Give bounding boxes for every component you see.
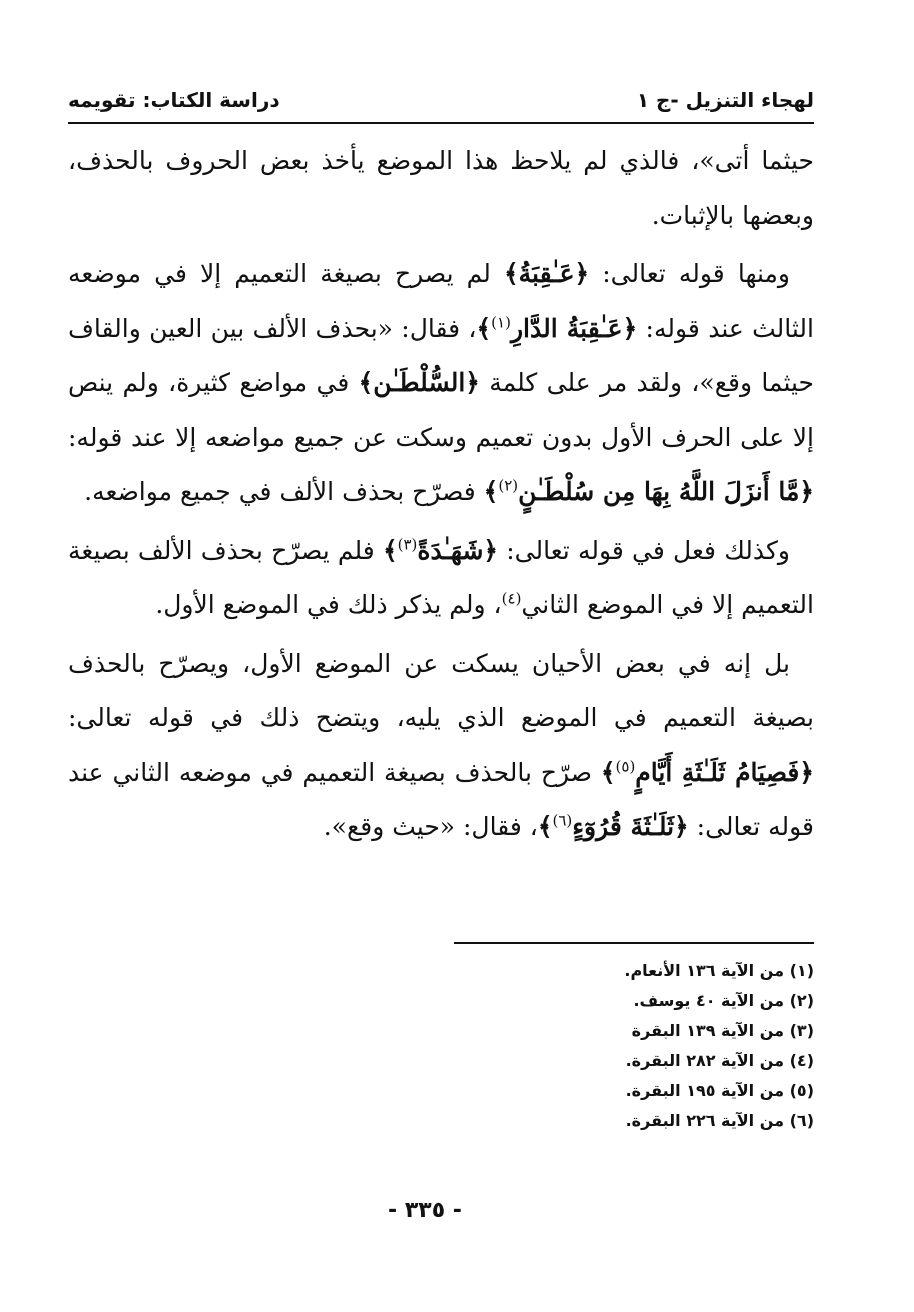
footnote-6: (٦) من الآية ٢٢٦ البقرة. — [625, 1111, 814, 1130]
text-run: ، فقال: «بحذف الألف بين العين والقاف حيثما وقع»، ولقد مر على كلمة — [68, 313, 814, 397]
page-number: - ٣٣٥ - — [388, 1198, 462, 1223]
quran-quote: ﴾ — [382, 535, 398, 565]
footnote-ref: (٦) — [552, 811, 573, 830]
text-run: فلم يصرّح بحذف الألف بصيغة التعميم إلا في الموضع الثاني — [68, 535, 814, 619]
footnotes — [300, 956, 814, 1136]
quran-quote: ﴿فَصِيَامُ ثَلَـٰثَةِ أَيَّامٍ — [635, 757, 814, 787]
quran-quote: ﴿ثَلَـٰثَةَ قُرُوٓءٍ — [572, 812, 689, 841]
footnote-ref: (١) — [491, 313, 511, 332]
running-header — [68, 72, 814, 112]
main-text — [68, 134, 814, 859]
text-run: لم يصرح بصيغة التعميم إلا في موضعه الثالث عند قوله: — [68, 259, 814, 343]
quran-quote: ﴿السُّلْطَـٰن﴾ — [358, 368, 480, 397]
footnote-ref: (٤) — [501, 589, 522, 608]
text-run: ومنها قوله تعالى: — [589, 259, 791, 288]
header-rule — [68, 122, 814, 124]
footnote-4: (٤) من الآية ٢٨٢ البقرة. — [625, 1051, 814, 1070]
footnote-3: (٣) من الآية ١٣٩ البقرة — [631, 1021, 814, 1040]
text-run: ، ولم يذكر ذلك في الموضع الأول. — [155, 590, 502, 619]
footnote-2: (٢) من الآية ٤٠ يوسف. — [633, 991, 814, 1010]
quran-quote: ﴿شَهَـٰدَةً — [417, 535, 499, 565]
quran-quote: ﴾ — [483, 477, 499, 506]
footnote-1: (١) من الآية ١٣٦ الأنعام. — [624, 961, 814, 980]
footnote-separator — [454, 942, 814, 944]
quran-quote: ﴿عَـٰقِبَةُ الدَّارِ — [510, 313, 638, 343]
quran-quote: ﴿مَّا أَنزَلَ اللَّهُ بِهَا مِن سُلْطَـٰنٍ — [518, 477, 814, 506]
paragraph — [68, 134, 814, 243]
text-run: في مواضع كثيرة، ولم ينص إلا على الحرف الأول بدون تعميم وسكت عن جميع مواضعه إلا عند قوله: — [68, 368, 814, 452]
text-run: صرّح بالحذف بصيغة التعميم في موضعه الثاني عند قوله تعالى: — [68, 757, 814, 841]
quran-quote: ﴾ — [476, 313, 492, 343]
footnote-ref: (٥) — [615, 757, 636, 776]
text-run: فصرّح بحذف الألف في جميع مواضعه. — [84, 477, 484, 506]
paragraph — [68, 524, 814, 633]
header-section-title: دراسة الكتاب: تقويمه — [68, 88, 280, 112]
footnote-ref: (٣) — [397, 535, 418, 554]
text-run: حيثما أتى»، فالذي لم يلاحظ هذا الموضع يأخذ بعض الحروف بالحذف، وبعضها بالإثبات. — [68, 146, 814, 230]
paragraph — [68, 637, 814, 855]
paragraph — [68, 247, 814, 520]
footnote-5: (٥) من الآية ١٩٥ البقرة. — [625, 1081, 814, 1100]
quran-quote: ﴾ — [537, 812, 553, 841]
quran-quote: ﴿عَـٰقِبَةُ﴾ — [504, 259, 590, 288]
footnote-ref: (٢) — [498, 476, 519, 495]
header-book-title: لهجاء التنزيل -ج ١ — [636, 88, 814, 112]
text-run: ، فقال: «حيث وقع». — [323, 812, 538, 841]
text-run: بل إنه في بعض الأحيان يسكت عن الموضع الأول، ويصرّح بالحذف بصيغة التعميم في الموضع الذي يليه، ويتضح ذلك في قوله تعالى: — [68, 648, 814, 732]
quran-quote: ﴾ — [600, 757, 616, 787]
text-run: وكذلك فعل في قوله تعالى: — [498, 535, 790, 565]
